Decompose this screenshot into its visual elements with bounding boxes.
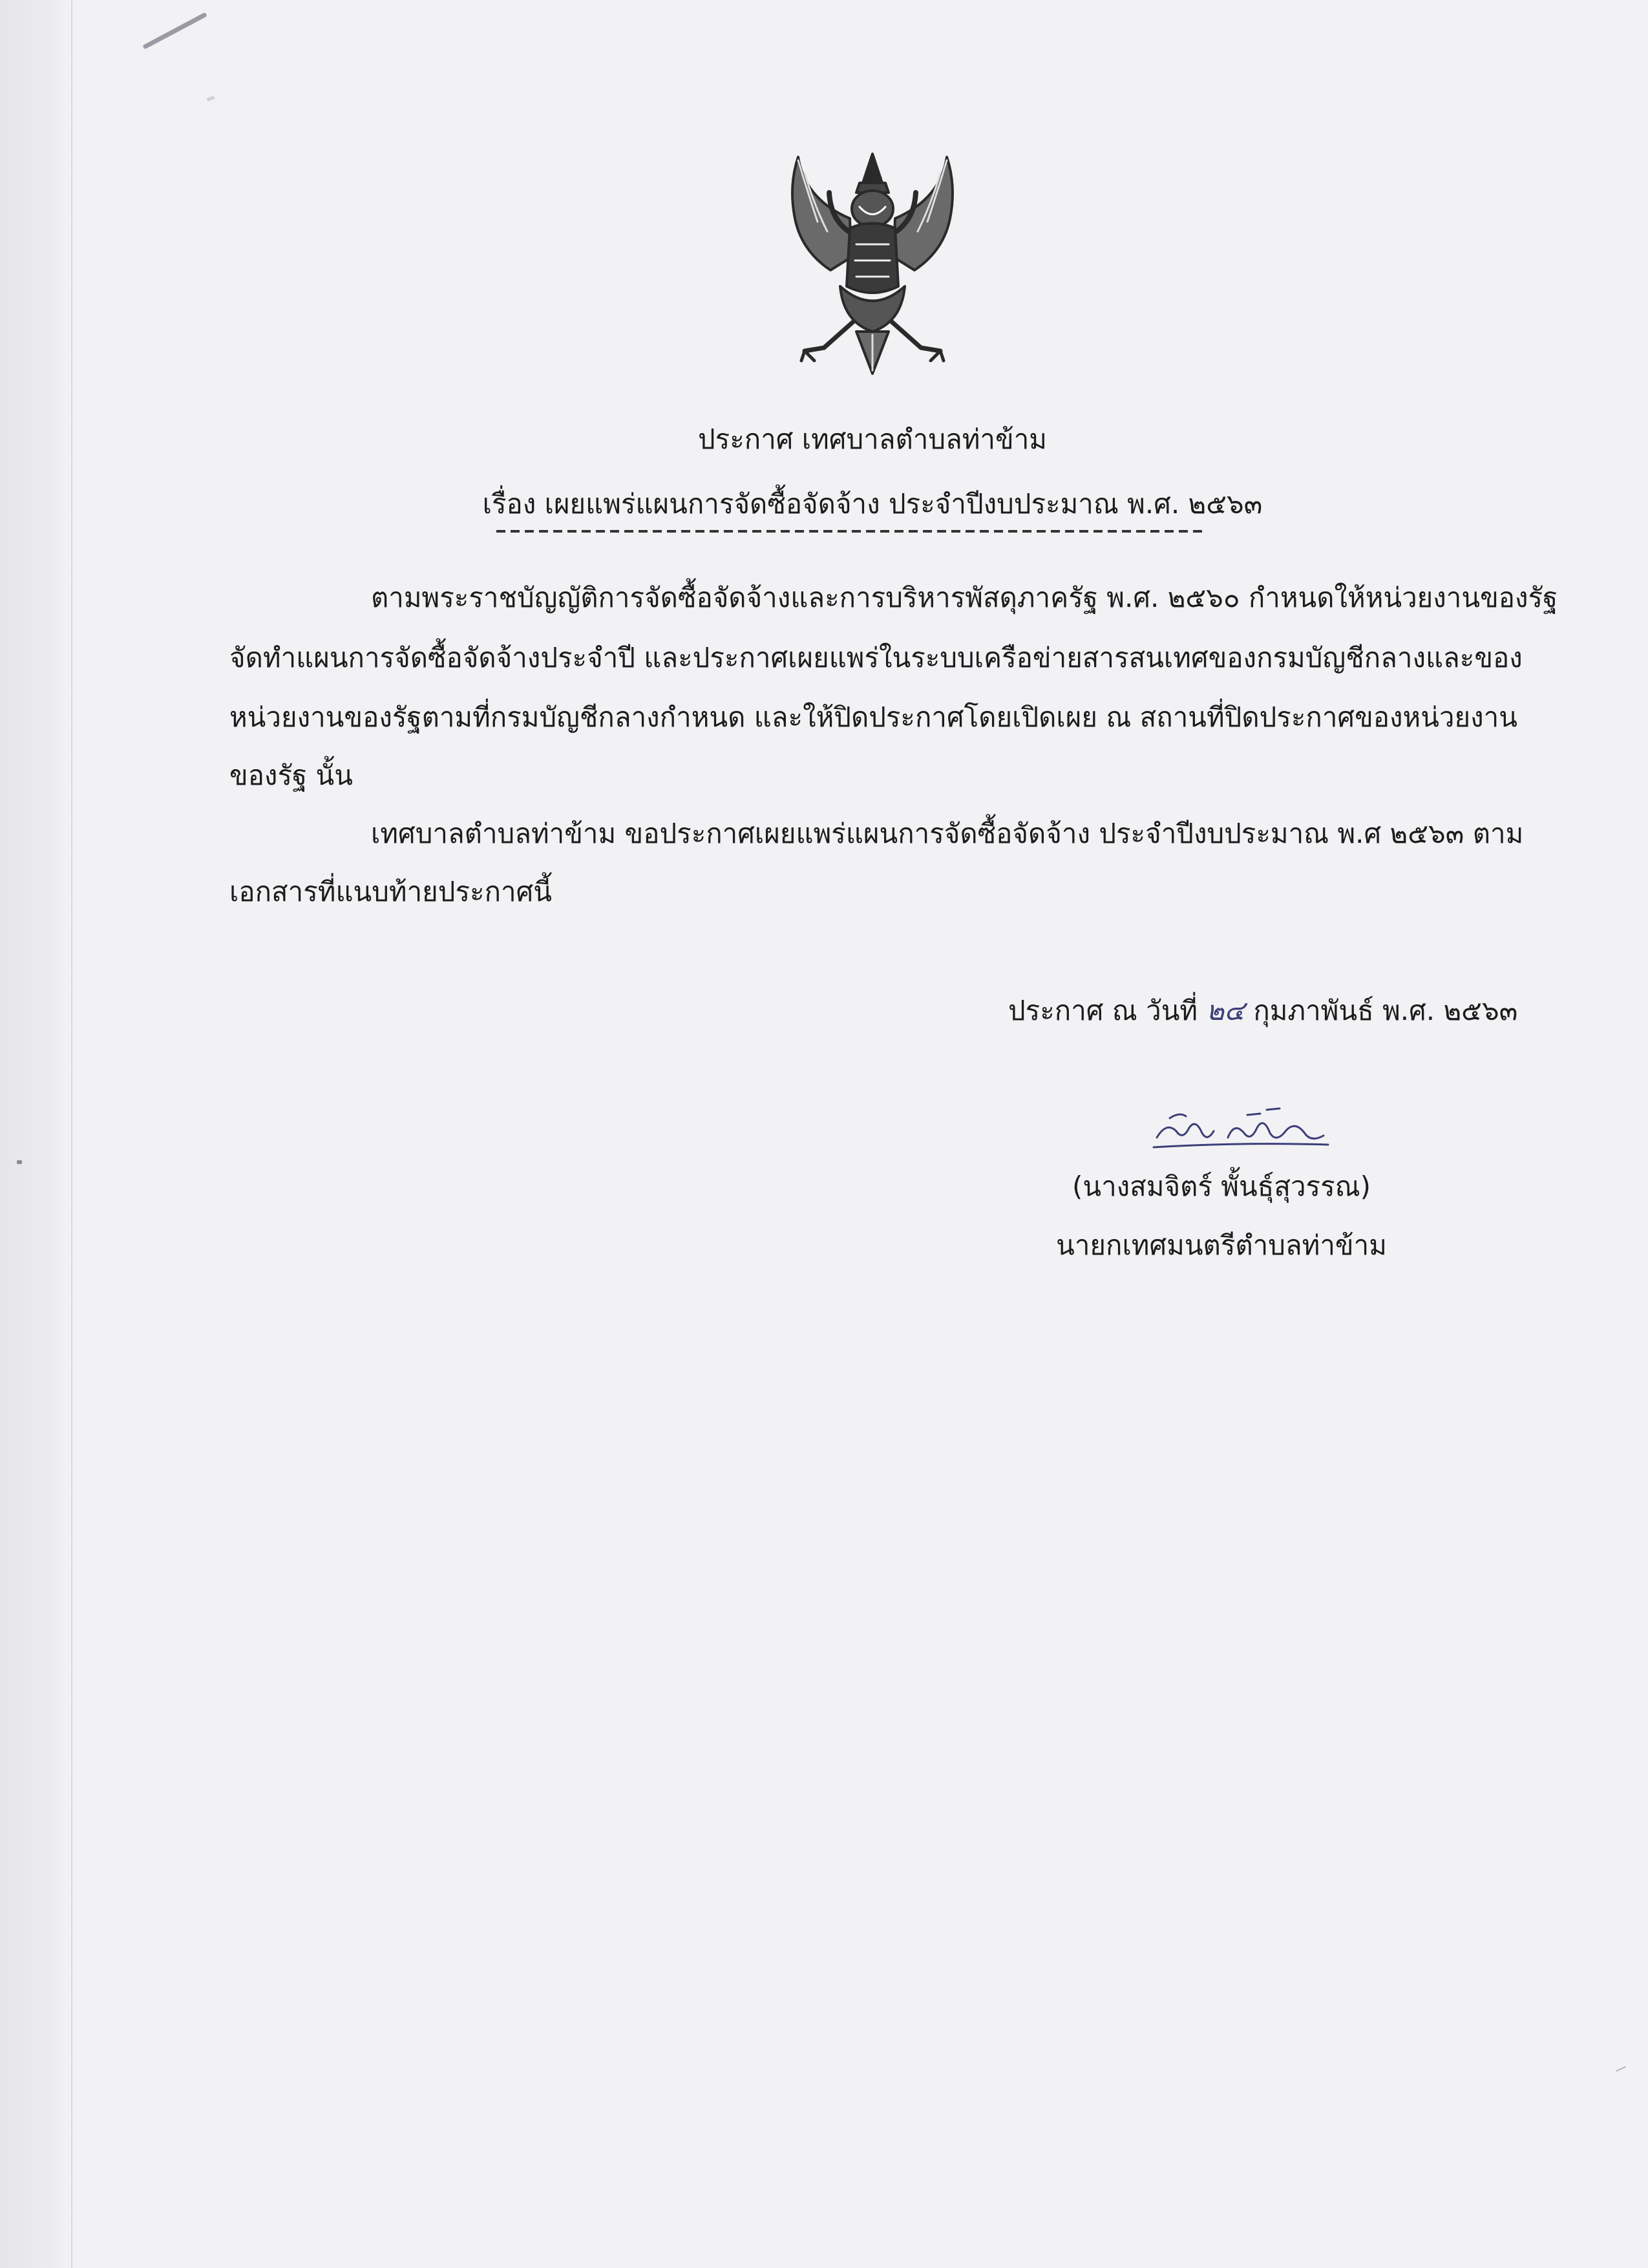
handwritten-day: ๒๔	[1206, 995, 1245, 1026]
page-edge	[71, 0, 72, 2268]
signatory-name: (นางสมจิตร์ พั้นธุ์สุวรรณ)	[1072, 1171, 1371, 1202]
handwritten-signature	[1150, 1102, 1331, 1154]
signatory-position: นายกเทศมนตรีตำบลท่าข้าม	[1056, 1229, 1387, 1261]
announcement-date	[1008, 993, 1517, 1029]
date-prefix: ประกาศ ณ วันที่	[1008, 995, 1198, 1026]
garuda-emblem-icon	[779, 147, 966, 380]
paragraph-1-line-2: จัดทำแผนการจัดซื้อจัดจ้างประจำปี และประกาศเผยแพร่ในระบบเครือข่ายสารสนเทศของกรมบัญชีกลางและของ	[229, 642, 1523, 673]
paragraph-1-line-1: ตามพระราชบัญญัติการจัดซื้อจัดจ้างและการบริหารพัสดุภาครัฐ พ.ศ. ๒๕๖๐ กำหนดให้หน่วยงานของรัฐ	[371, 582, 1558, 613]
scan-speck	[17, 1160, 22, 1164]
announcement-title: ประกาศ เทศบาลตำบลท่าข้าม	[698, 423, 1047, 455]
paragraph-2-line-2: เอกสารที่แนบท้ายประกาศนี้	[229, 876, 552, 907]
date-suffix: กุมภาพันธ์ พ.ศ. ๒๕๖๓	[1253, 995, 1518, 1026]
paragraph-1-line-4: ของรัฐ นั้น	[229, 759, 353, 791]
dashed-divider	[496, 530, 1207, 533]
paragraph-2-line-1: เทศบาลตำบลท่าข้าม ขอประกาศเผยแพร่แผนการจัดซื้อจัดจ้าง ประจำปีงบประมาณ พ.ศ ๒๕๖๓ ตาม	[371, 818, 1524, 849]
paragraph-1-line-3: หน่วยงานของรัฐตามที่กรมบัญชีกลางกำหนด และให้ปิดประกาศโดยเปิดเผย ณ สถานที่ปิดประกาศของหน่วยงาน	[229, 701, 1517, 733]
announcement-subject: เรื่อง เผยแพร่แผนการจัดซื้อจัดจ้าง ประจำปีงบประมาณ พ.ศ. ๒๕๖๓	[482, 488, 1263, 520]
scan-left-shadow	[0, 0, 72, 2268]
